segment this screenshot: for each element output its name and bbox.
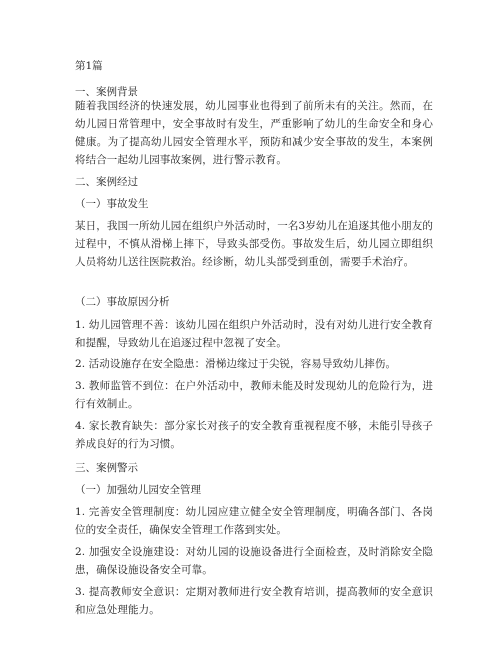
measure-item: 3. 提高教师安全意识：定期对教师进行安全教育培训，提高教师的安全意识和应急处理能力。 [75,586,433,616]
cause-item: 3. 教师监管不到位：在户外活动中，教师未能及时发现幼儿的危险行为，进行有效制止。 [75,380,433,410]
cause-item: 1. 幼儿园管理不善：该幼儿园在组织户外活动时，没有对幼儿进行安全教育和提醒，导致幼儿在追逐过程中忽视了安全。 [75,319,433,349]
cause-item: 4. 家长教育缺失：部分家长对孩子的安全教育重视程度不够，未能引导孩子养成良好的行为习惯。 [75,420,433,450]
subsection-title-strengthen-management: （一）加强幼儿园安全管理 [75,484,201,496]
part-label: 第1篇 [75,60,103,72]
measure-item: 1. 完善安全管理制度：幼儿园应建立健全安全管理制度，明确各部门、各岗位的安全责任，确保安全管理工作落到实处。 [75,506,433,536]
measure-item: 2. 加强安全设施建设：对幼儿园的设施设备进行全面检查，及时消除安全隐患，确保设施设备安全可靠。 [75,546,433,576]
cause-item: 2. 活动设施存在安全隐患：滑梯边缘过于尖锐，容易导致幼儿摔伤。 [75,358,397,370]
section-title-process: 二、案例经过 [75,176,138,188]
background-paragraph: 随着我国经济的快速发展，幼儿园事业也得到了前所未有的关注。然而，在幼儿园日常管理中，安全事故时有发生，严重影响了幼儿的生命安全和身心健康。为了提高幼儿园安全管理水平，预防和减少安全事故的发生，本案例将结合一起幼儿园事故案例，进行警示教育。 [75,100,433,166]
accident-paragraph: 某日，我国一所幼儿园在组织户外活动时，一名3岁幼儿在追逐其他小朋友的过程中，不慎从滑梯上摔下，导致头部受伤。事故发生后，幼儿园立即组织人员将幼儿送往医院救治。经诊断，幼儿头部受到重创，需要手术治疗。 [75,220,433,268]
section-title-background: 一、案例背景 [75,86,138,98]
section-title-warning: 三、案例警示 [75,462,138,474]
subsection-title-accident: （一）事故发生 [75,198,149,210]
subsection-title-cause-analysis: （二）事故原因分析 [75,296,170,308]
